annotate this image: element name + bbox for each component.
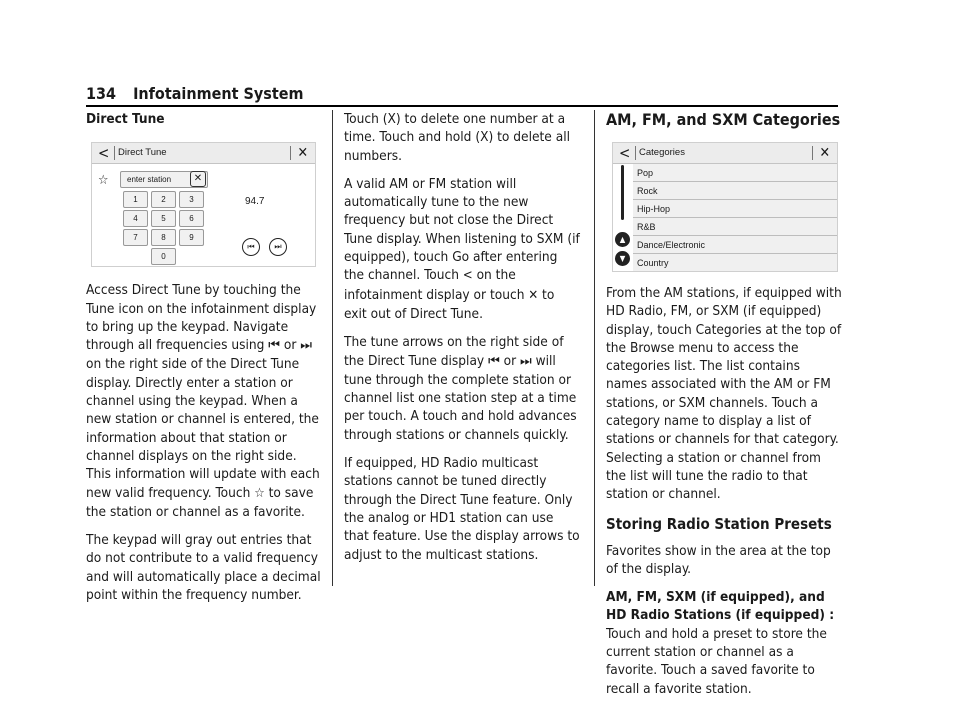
page-number: 134: [86, 84, 117, 103]
text: to exit out of Direct Tune.: [344, 286, 555, 322]
back-icon: <: [462, 268, 473, 284]
heading-presets: Storing Radio Station Presets: [606, 514, 832, 533]
backspace-icon[interactable]: ✕: [190, 171, 206, 187]
paragraph: The keypad will gray out entries that do not contribute to a valid frequency and will automatically place a decimal point within the frequency number.: [86, 532, 321, 604]
key-4[interactable]: 4: [123, 210, 148, 227]
seek-forward-icon: ⏭: [520, 353, 532, 369]
screen-title: Categories: [639, 147, 685, 158]
text: Touch and hold a preset to store the current station or channel as a favorite. Touch a saved favorite to recall a favorite station.: [606, 625, 827, 697]
paragraph: If equipped, HD Radio multicast stations cannot be tuned directly through the Direct Tune feature. Only the analog or HD1 station can use that feature. Use the display arrows to adjust to the multicast stations.: [344, 455, 580, 563]
seek-back-icon: ⏮: [268, 338, 280, 354]
paragraph: [344, 333, 580, 444]
column-2: [344, 110, 580, 574]
paragraph: [344, 175, 580, 323]
back-icon[interactable]: <: [98, 144, 110, 163]
seek-forward-icon: ⏭: [300, 338, 312, 354]
column-3: [606, 110, 842, 708]
divider: [290, 146, 291, 160]
subtitle-direct-tune: Direct Tune: [86, 111, 165, 127]
key-6[interactable]: 6: [179, 210, 204, 227]
text: on the infotainment display or touch: [344, 267, 529, 303]
title-bar: [613, 143, 837, 164]
seek-forward-icon[interactable]: ⏭: [269, 238, 287, 256]
heading-categories: AM, FM, and SXM Categories: [606, 110, 841, 129]
close-icon[interactable]: ✕: [819, 145, 830, 161]
text: will tune through the complete station or channel list one station step at a time per touch. A touch and hold advances through stations or channels quickly.: [344, 352, 577, 443]
divider: [812, 146, 813, 160]
paragraph: From the AM stations, if equipped with HD Radio, FM, or SXM (if equipped) display, touch Categories at the top of the Browse menu to access the categories list. The list contains names associated with the AM or FM stations, or SXM channels. Touch a category name to display a list of stations or channels for that category. Selecting a station or channel from the list will tune the radio to that station or channel.: [606, 285, 842, 503]
close-icon: ✕: [528, 287, 539, 303]
section-title: Infotainment System: [133, 84, 304, 103]
text: or: [499, 352, 521, 369]
paragraph: [86, 281, 322, 521]
category-item[interactable]: Rock: [633, 182, 837, 200]
seek-back-icon[interactable]: ⏮: [242, 238, 260, 256]
star-icon[interactable]: ☆: [98, 173, 109, 189]
key-2[interactable]: 2: [151, 191, 176, 208]
paragraph: Favorites show in the area at the top of the display.: [606, 542, 831, 577]
input-label: enter station: [127, 175, 172, 185]
back-icon[interactable]: <: [619, 144, 631, 162]
header-rule: [86, 105, 838, 107]
divider: [114, 146, 115, 160]
seek-back-icon: ⏮: [488, 353, 500, 369]
text: A valid AM or FM station will automatically tune to the new frequency but not close the Direct Tune display. When listening to SXM (if equipped), touch Go after entering the channel. Touch: [344, 175, 580, 284]
frequency-display: 94.7: [245, 196, 265, 208]
star-icon: ☆: [254, 485, 265, 501]
column-divider: [594, 110, 595, 586]
key-8[interactable]: 8: [151, 229, 176, 246]
paragraph: Touch (X) to delete one number at a time. Touch and hold (X) to delete all numbers.: [344, 111, 570, 164]
key-5[interactable]: 5: [151, 210, 176, 227]
scroll-track[interactable]: [621, 165, 624, 220]
title-bar: [92, 143, 315, 164]
key-9[interactable]: 9: [179, 229, 204, 246]
column-1: [86, 110, 322, 614]
key-1[interactable]: 1: [123, 191, 148, 208]
direct-tune-screenshot: [91, 142, 316, 267]
text: on the right side of the Direct Tune display. Directly enter a station or channel using the keypad. When a new station or channel is entered, the information about that station or channel displays on the right side. This information will update with each new valid frequency. Touch: [86, 356, 320, 501]
divider: [635, 146, 636, 160]
key-3[interactable]: 3: [179, 191, 204, 208]
category-item[interactable]: Pop: [633, 164, 837, 182]
categories-screenshot: [612, 142, 838, 272]
page-header: [86, 84, 303, 103]
key-7[interactable]: 7: [123, 229, 148, 246]
text: or: [279, 337, 301, 354]
scroll-up-icon[interactable]: ▲: [615, 232, 630, 247]
category-item[interactable]: Dance/Electronic: [633, 236, 837, 254]
bold-label: AM, FM, SXM (if equipped), and HD Radio Stations (if equipped) :: [606, 589, 835, 624]
category-item[interactable]: Country: [633, 254, 837, 271]
paragraph: [606, 588, 842, 698]
key-0[interactable]: 0: [151, 248, 176, 265]
column-divider: [332, 110, 333, 586]
category-item[interactable]: R&B: [633, 218, 837, 236]
scroll-down-icon[interactable]: ▼: [615, 251, 630, 266]
category-item[interactable]: Hip-Hop: [633, 200, 837, 218]
text: Access Direct Tune by touching the Tune icon on the infotainment display to bring up the keypad. Navigate through all frequencies using: [86, 282, 317, 354]
text: The tune arrows on the right side of the Direct Tune display: [344, 334, 564, 369]
station-input[interactable]: [120, 171, 208, 188]
text: to save the station or channel as a favorite.: [86, 484, 314, 520]
screen-title: Direct Tune: [118, 147, 167, 159]
close-icon[interactable]: ✕: [297, 145, 308, 162]
